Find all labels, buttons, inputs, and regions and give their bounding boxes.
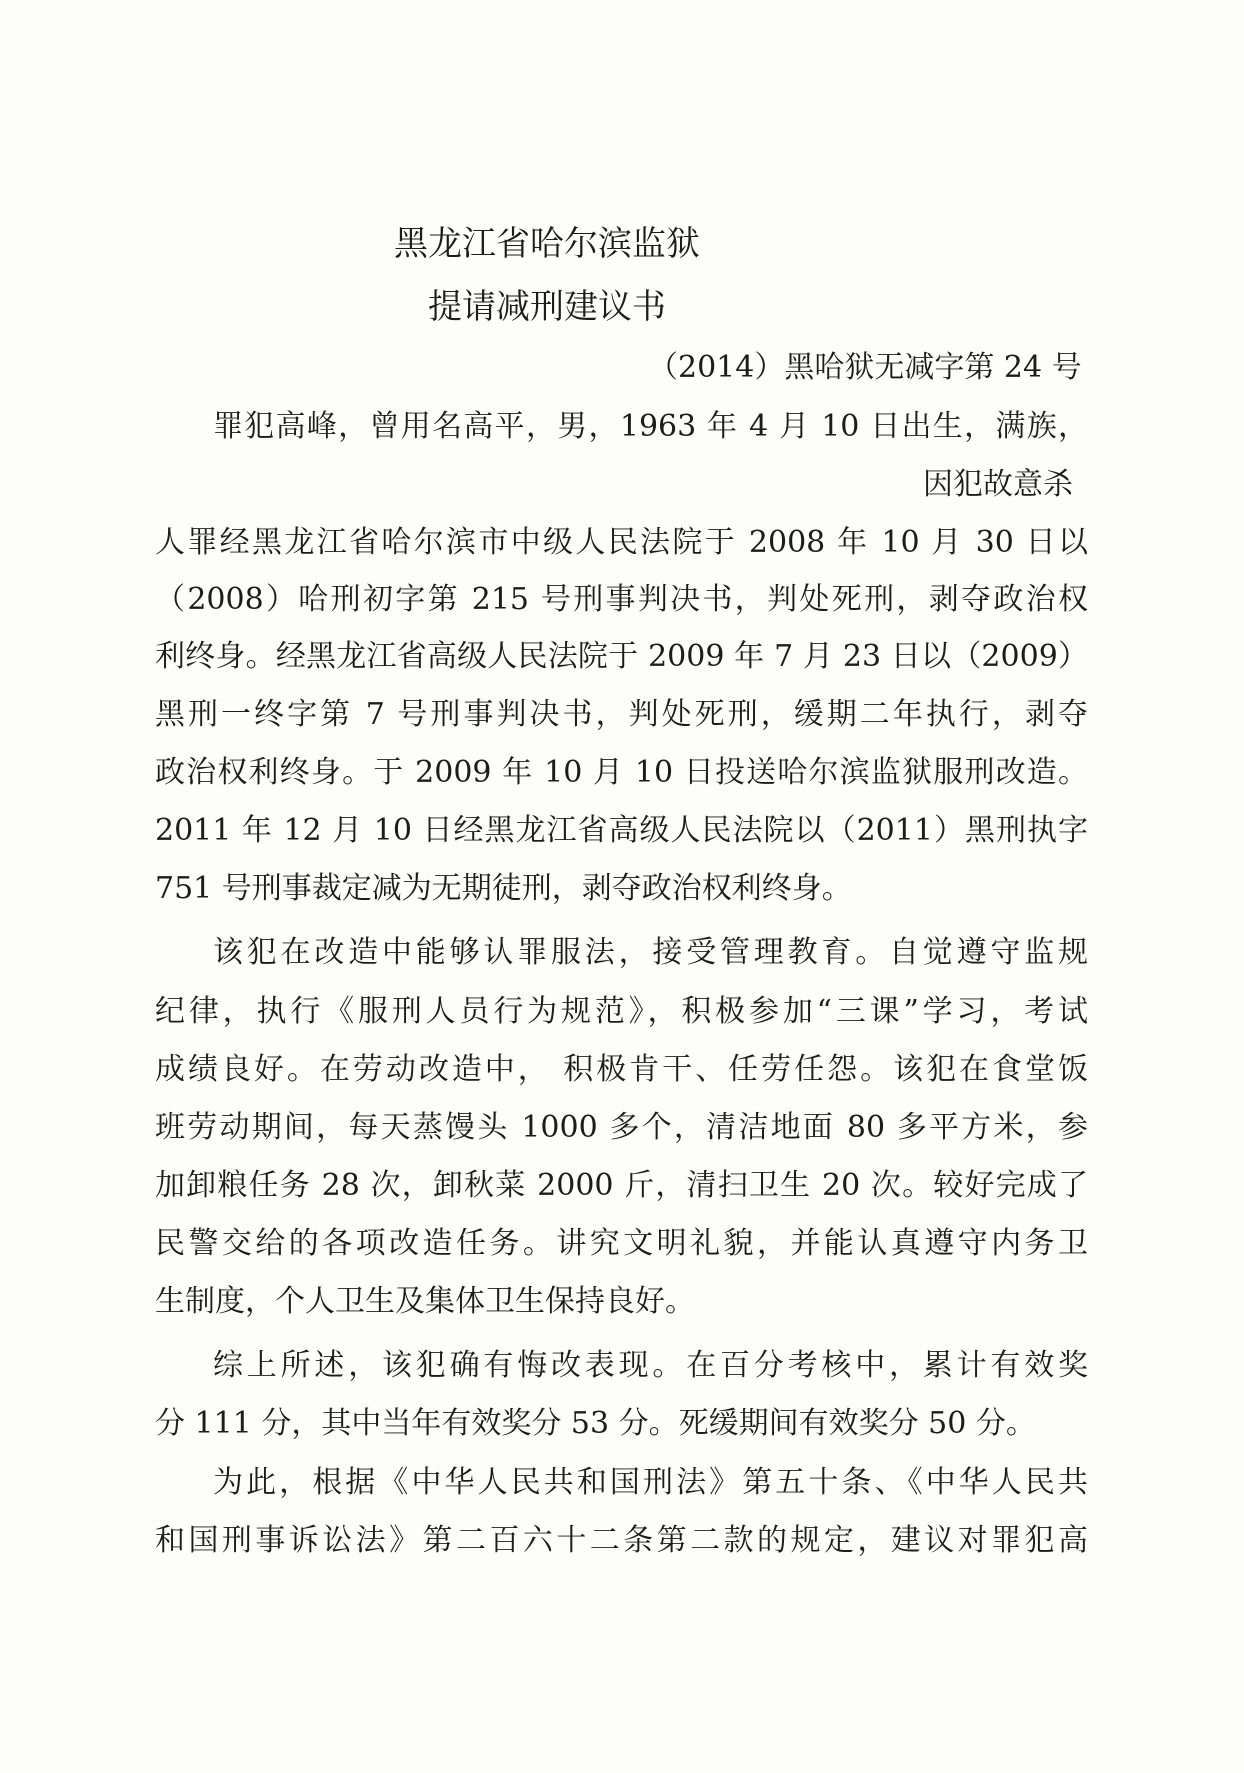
paragraph-3-line-2: 分 111 分，其中当年有效奖分 53 分。死缓期间有效奖分 50 分。 xyxy=(155,1406,1036,1441)
paragraph-1-line-4: （2008）哈刑初字第 215 号刑事判决书，判处死刑，剥夺政治权 xyxy=(155,582,1088,617)
paragraph-1-line-9: 751 号刑事裁定减为无期徒刑，剥夺政治权利终身。 xyxy=(155,871,852,906)
paragraph-1-line-2: 因犯故意杀 xyxy=(923,467,1073,502)
paragraph-4-line-1: 为此，根据《中华人民共和国刑法》第五十条、《中华人民共 xyxy=(213,1465,1088,1500)
paragraph-2-line-7: 生制度，个人卫生及集体卫生保持良好。 xyxy=(155,1284,695,1319)
paragraph-1-line-5: 利终身。经黑龙江省高级人民法院于 2009 年 7 月 23 日以（2009） xyxy=(155,639,1088,674)
paragraph-2-line-3: 成绩良好。在劳动改造中， 积极肯干、任劳任怨。该犯在食堂饭 xyxy=(155,1052,1088,1087)
paragraph-1-line-6: 黑刑一终字第 7 号刑事判决书，判处死刑，缓期二年执行，剥夺 xyxy=(155,697,1088,732)
paragraph-2-line-6: 民警交给的各项改造任务。讲究文明礼貌，并能认真遵守内务卫 xyxy=(155,1226,1088,1261)
document-title-line-1: 黑龙江省哈尔滨监狱 xyxy=(394,224,700,264)
paragraph-2-line-2: 纪律，执行《服刑人员行为规范》，积极参加“三课”学习，考试 xyxy=(155,994,1088,1029)
paragraph-3-line-1: 综上所述，该犯确有悔改表现。在百分考核中，累计有效奖 xyxy=(213,1348,1088,1383)
paragraph-2-line-1: 该犯在改造中能够认罪服法，接受管理教育。自觉遵守监规 xyxy=(213,935,1088,970)
paragraph-1-line-3: 人罪经黑龙江省哈尔滨市中级人民法院于 2008 年 10 月 30 日以 xyxy=(155,525,1088,560)
paragraph-4-line-2: 和国刑事诉讼法》第二百六十二条第二款的规定，建议对罪犯高 xyxy=(155,1523,1088,1558)
paragraph-2-line-4: 班劳动期间，每天蒸馒头 1000 多个，清洁地面 80 多平方米，参 xyxy=(155,1110,1088,1145)
document-number: （2014）黑哈狱无减字第 24 号 xyxy=(648,350,1082,385)
paragraph-2-line-5: 加卸粮任务 28 次，卸秋菜 2000 斤，清扫卫生 20 次。较好完成了 xyxy=(155,1168,1088,1203)
paragraph-1-line-8: 2011 年 12 月 10 日经黑龙江省高级人民法院以（2011）黑刑执字 xyxy=(155,813,1088,848)
document-title-line-2: 提请减刑建议书 xyxy=(428,287,666,327)
paragraph-1-line-7: 政治权利终身。于 2009 年 10 月 10 日投送哈尔滨监狱服刑改造。 xyxy=(155,755,1088,790)
paragraph-1-line-1: 罪犯高峰，曾用名高平，男，1963 年 4 月 10 日出生，满族， xyxy=(213,409,1088,444)
